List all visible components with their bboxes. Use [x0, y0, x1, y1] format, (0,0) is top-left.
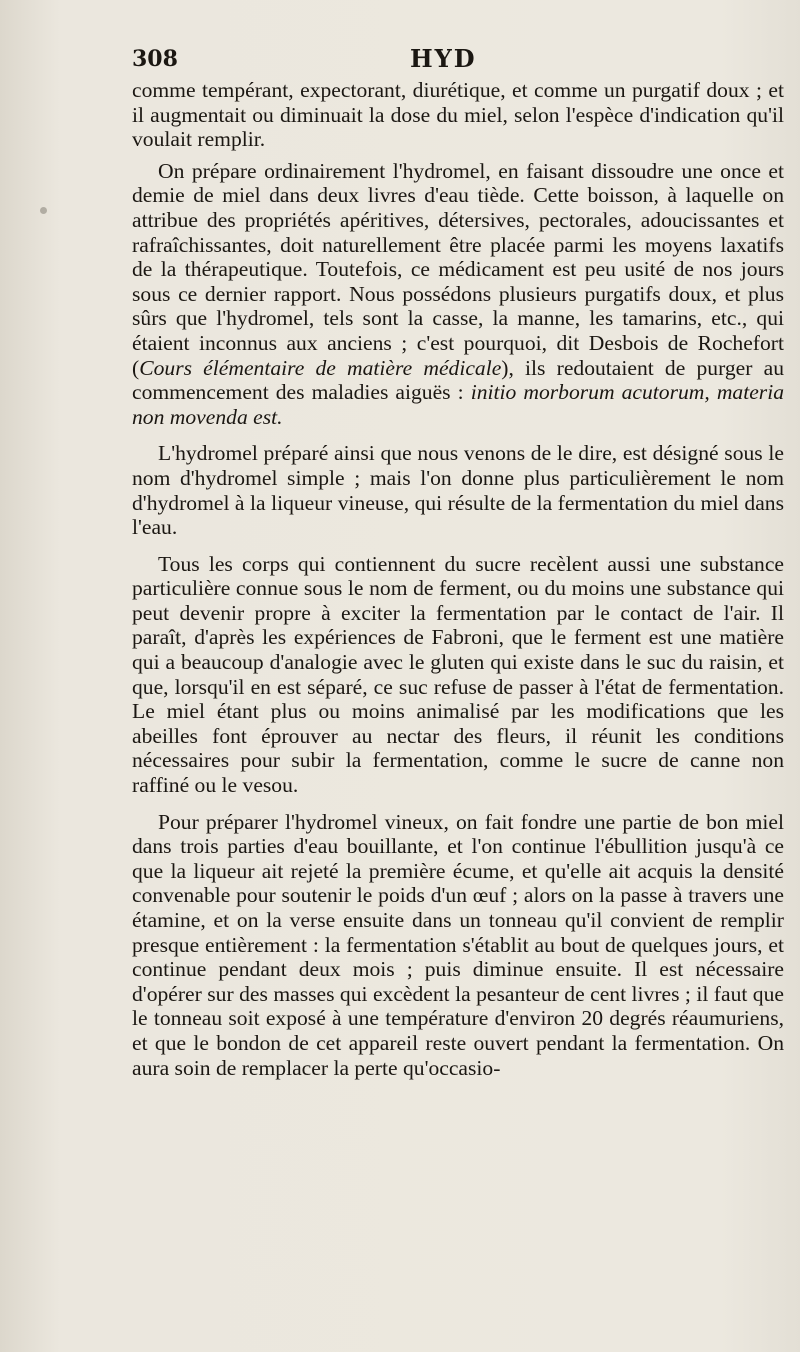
paragraph-2-text-middle: ), ils redoutaient de purger au commencement des maladies aiguës :: [132, 355, 784, 405]
running-head: HYD: [410, 44, 477, 73]
paragraph-4: [132, 552, 784, 798]
paragraph-2: [132, 159, 784, 430]
paragraph-4-text: Tous les corps qui contiennent du sucre recèlent aussi une substance particulière connue sous le nom de ferment, ou du moins une substance qui peut devenir propre à exciter la fermentation par le contact de l'air. Il paraît, d'après les expériences de Fabroni, que le ferment est une matière qui a beaucoup d'analogie avec le gluten qui existe dans le suc du raisin, et que, lorsqu'il en est séparé, ce suc refuse de passer à l'état de fermentation. Le miel étant plus ou moins animalisé par les modifications que les abeilles font éprouver au nectar des fleurs, il réunit les conditions nécessaires pour subir la fermentation, comme le sucre de canne non raffiné ou le vesou.: [132, 551, 784, 798]
page-number: 308: [132, 46, 178, 72]
page-spot-mark: [40, 207, 47, 214]
paragraph-3-text: L'hydromel préparé ainsi que nous venons de le dire, est désigné sous le nom d'hydromel simple ; mais l'on donne plus particulièrement le nom d'hydromel à la liqueur vineuse, qui résulte de la fermentation du miel dans l'eau.: [132, 441, 784, 540]
paragraph-3: [132, 441, 784, 539]
body-text: [132, 78, 784, 1080]
citation-title: Cours élémentaire de matière médicale: [139, 355, 502, 380]
paragraph-1-text: comme tempérant, expectorant, diurétique, et comme un purgatif doux ; et il augmentait ou diminuait la dose du miel, selon l'espèce d'indication qu'il voulait remplir.: [132, 78, 784, 152]
latin-quote: initio morborum acutorum, materia non movenda est.: [132, 380, 784, 429]
paragraph-5-text: Pour préparer l'hydromel vineux, on fait fondre une partie de bon miel dans trois parties d'eau bouillante, et l'on continue l'ébullition jusqu'à ce que la liqueur ait rejeté la première écume, et qu'elle ait acquis la densité convenable pour soutenir le poids d'un œuf ; alors on la passe à travers une étamine, et on la verse ensuite dans un tonneau qu'il convient de remplir presque entièrement : la fermentation s'établit au bout de quelques jours, et continue pendant deux mois ; puis diminue ensuite. Il est nécessaire d'opérer sur des masses qui excèdent la pesanteur de cent livres ; il faut que le tonneau soit exposé à une température d'environ 20 degrés réaumuriens, et que le bondon de cet appareil reste ouvert pendant la fermentation. On aura soin de remplacer la perte qu'occasio-: [132, 809, 784, 1080]
paragraph-2-text: On prépare ordinairement l'hydromel, en faisant dissoudre une once et demie de miel dans deux livres d'eau tiède. Cette boisson, à laquelle on attribue des propriétés apéritives, détersives, pectorales, adoucissantes et rafraîchissantes, doit naturellement être placée parmi les moyens laxatifs de la thérapeutique. Toutefois, ce médicament est peu usité de nos jours sous ce dernier rapport. Nous possédons plusieurs purgatifs doux, et plus sûrs que l'hydromel, tels sont la casse, la manne, les tamarins, etc., qui étaient inconnus aux anciens ; c'est pourquoi, dit Desbois de Rochefort (: [132, 158, 784, 380]
paragraph-5: [132, 810, 784, 1081]
paragraph-1: [132, 78, 784, 152]
page-header: [132, 42, 782, 78]
